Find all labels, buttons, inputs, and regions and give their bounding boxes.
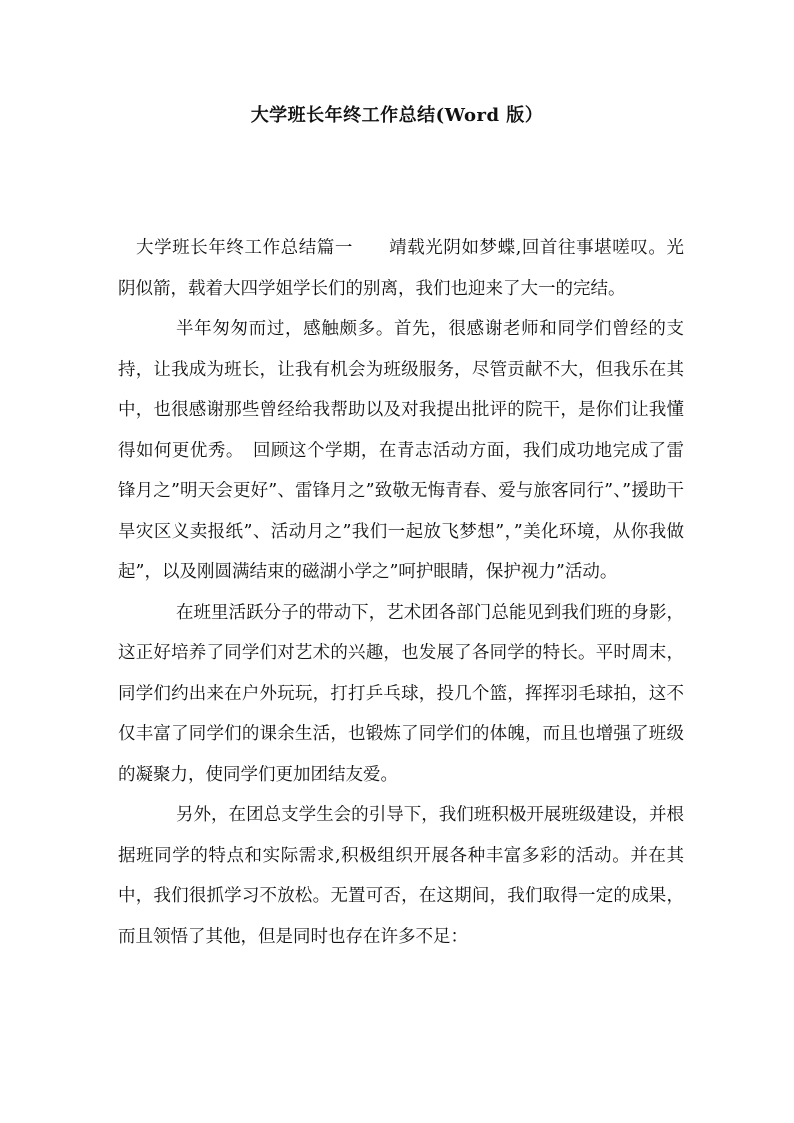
paragraph-3: 在班里活跃分子的带动下，艺术团各部门总能见到我们班的身影，这正好培养了同学们对艺术的兴趣，也发展了各同学的特长。平时周末，同学们约出来在户外玩玩，打打乒乓球，投几个篮，挥挥羽毛球拍，这不仅丰富了同学们的课余生活，也锻炼了同学们的体魄，而且也增强了班级的凝聚力，使同学们更加团结友爱。: [118, 602, 684, 785]
document-title: 大学班长年终工作总结(Word 版）: [250, 105, 544, 126]
paragraph-1: 大学班长年终工作总结篇一 靖载光阴如梦蝶,回首往事堪嗟叹。光阴似箭，载着大四学姐学长们的别离，我们也迎来了大一的完结。: [118, 238, 684, 299]
paragraph-4: 另外，在团总支学生会的引导下，我们班积极开展班级建设，并根据班同学的特点和实际需求,积极组织开展各种丰富多彩的活动。并在其中，我们很抓学习不放松。无置可否，在这期间，我们取得一定的成果，而且领悟了其他，但是同时也存在许多不足：: [118, 805, 684, 947]
document-body: [118, 228, 684, 957]
paragraph-2: 半年匆匆而过，感触颇多。首先，很感谢老师和同学们曾经的支持，让我成为班长，让我有机会为班级服务，尽管贡献不大，但我乐在其中，也很感谢那些曾经给我帮助以及对我提出批评的院干，是你们让我懂得如何更优秀。 回顾这个学期，在青志活动方面，我们成功地完成了雷锋月之”明天会更好”、雷锋月之”致敬无悔青春、爱与旅客同行”、”援助干旱灾区义卖报纸”、活动月之”我们一起放飞梦想”，”美化环境，从你我做起”，以及刚圆满结束的磁湖小学之”呵护眼睛，保护视力”活动。: [118, 319, 684, 582]
